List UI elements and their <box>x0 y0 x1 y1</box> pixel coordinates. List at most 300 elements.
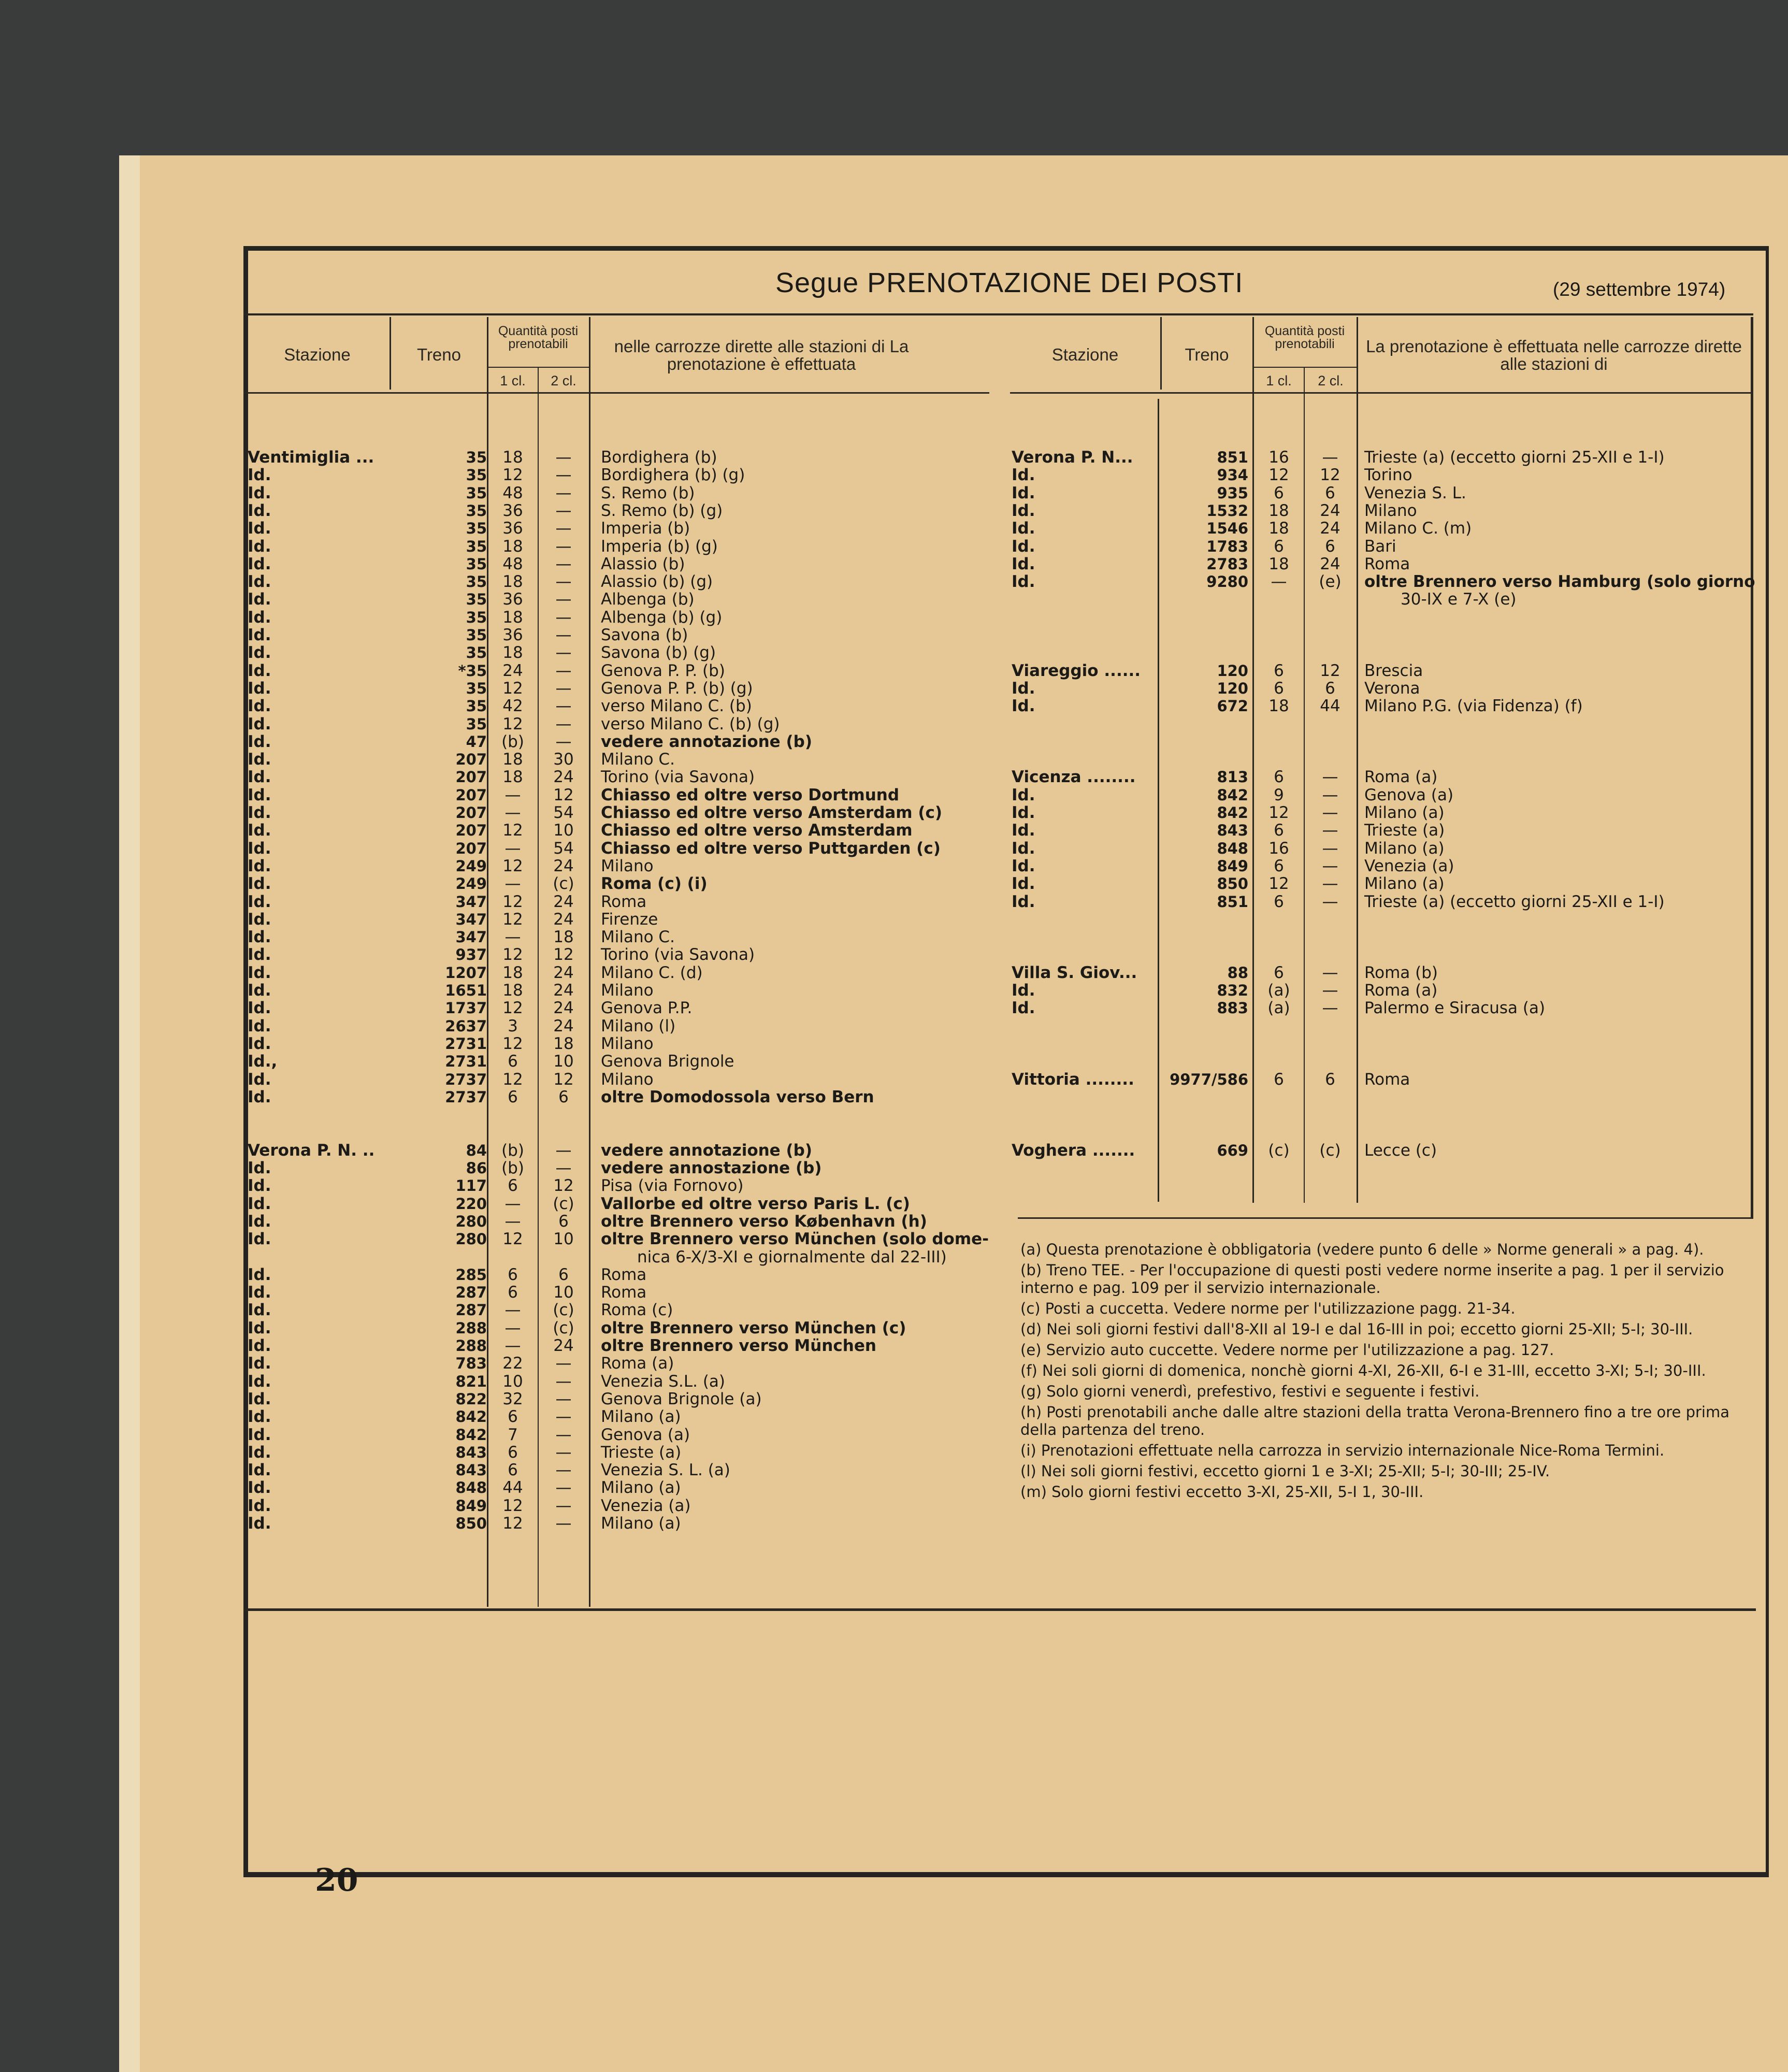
divider <box>1304 368 1305 1203</box>
station-cell: Id. <box>248 945 271 965</box>
train-cell: 842 <box>1217 786 1248 804</box>
first-class-cell: — <box>504 928 521 947</box>
second-class-cell: 6 <box>558 1087 569 1106</box>
destination-cell: Vallorbe ed oltre verso Paris L. (c) <box>601 1194 910 1213</box>
destination-cell: oltre Brennero verso München <box>601 1336 876 1355</box>
destination-cell: Genova Brignole <box>601 1052 734 1071</box>
divider <box>390 317 391 390</box>
first-class-cell: 12 <box>502 999 523 1018</box>
first-class-cell: 18 <box>1268 697 1289 716</box>
train-cell: 849 <box>455 1497 487 1515</box>
destination-cell: Genova (a) <box>1364 785 1454 804</box>
station-cell: Id. <box>248 714 271 733</box>
first-class-cell: 10 <box>502 1372 523 1391</box>
second-class-cell: 6 <box>1325 483 1335 502</box>
second-class-cell: — <box>1322 785 1338 804</box>
right-header-stazione: Stazione <box>1051 345 1119 364</box>
train-cell: 35 <box>466 484 487 502</box>
second-class-cell: 54 <box>553 839 574 858</box>
first-class-cell: 18 <box>502 750 523 769</box>
first-class-cell: 6 <box>1274 963 1284 982</box>
destination-cell: oltre Domodossola verso Bern <box>601 1087 874 1106</box>
second-class-cell: — <box>555 1159 572 1177</box>
first-class-cell: 18 <box>1268 519 1289 538</box>
train-cell: *35 <box>458 661 487 680</box>
first-class-cell: 18 <box>502 572 523 592</box>
destination-cell: Trieste (a) (eccetto giorni 25-XII e 1-I) <box>1364 892 1665 911</box>
first-class-cell: — <box>504 1212 521 1231</box>
second-class-cell: 44 <box>1320 697 1340 716</box>
first-class-cell: 6 <box>508 1087 518 1106</box>
station-cell: Id. <box>248 626 271 644</box>
left-header-cl2: 2 cl. <box>551 373 576 388</box>
station-cell: Id. <box>248 1372 271 1391</box>
station-cell: Id. <box>248 999 271 1018</box>
second-class-cell: (c) <box>553 1318 574 1337</box>
destination-cell: Bordighera (b) <box>601 448 717 467</box>
destination-cell: Venezia S. L. (a) <box>601 1461 730 1480</box>
first-class-cell: 6 <box>508 1052 518 1071</box>
station-cell: Vittoria ........ <box>1012 1070 1134 1089</box>
second-class-cell: 10 <box>553 1052 574 1071</box>
station-cell: Id. <box>1012 785 1035 804</box>
station-cell: Id. <box>248 785 271 804</box>
first-class-cell: 12 <box>502 1514 523 1533</box>
right-header-treno: Treno <box>1185 345 1229 364</box>
first-class-cell: — <box>504 839 521 858</box>
station-cell: Id. <box>248 803 271 822</box>
station-cell: Id. <box>248 1212 271 1231</box>
second-class-cell: — <box>1322 839 1338 858</box>
destination-cell: Genova P. P. (b) (g) <box>601 679 753 698</box>
destination-cell: Milano P.G. (via Fidenza) (f) <box>1364 697 1583 716</box>
destination-cell: oltre Brennero verso Hamburg (solo giorno <box>1364 572 1755 592</box>
first-class-cell: (a) <box>1267 999 1290 1018</box>
second-class-cell: — <box>555 1514 572 1533</box>
second-class-cell: 6 <box>1325 679 1335 698</box>
left-header-cl1: 1 cl. <box>500 373 526 388</box>
second-class-cell: 24 <box>553 981 574 1000</box>
destination-cell: vedere annotazione (b) <box>601 732 813 751</box>
station-cell: Id. <box>248 1425 271 1444</box>
left-header-dest: nelle carrozze dirette alle stazioni di La prenotazione è effettuata <box>614 337 909 373</box>
second-class-cell: — <box>1322 856 1338 875</box>
second-class-cell: 24 <box>1320 554 1340 573</box>
first-class-cell: 6 <box>1274 821 1284 840</box>
first-class-cell: 7 <box>508 1425 518 1444</box>
first-class-cell: 44 <box>502 1478 523 1498</box>
station-cell: Id. <box>248 1407 271 1427</box>
footnote-item: (c) Posti a cuccetta. Vedere norme per l'utilizzazione pagg. 21-34. <box>1020 1300 1516 1317</box>
second-class-cell: (c) <box>553 1301 574 1320</box>
first-class-cell: 6 <box>1274 661 1284 680</box>
destination-cell: Milano (a) <box>1364 874 1445 894</box>
second-class-cell: — <box>555 483 572 502</box>
divider <box>1160 317 1162 390</box>
first-class-cell: 36 <box>502 626 523 644</box>
right-header-cl1: 1 cl. <box>1266 373 1292 388</box>
station-cell: Id. <box>248 1354 271 1373</box>
station-cell: Id. <box>248 928 271 947</box>
divider <box>1751 317 1753 1218</box>
station-cell: Id. <box>248 1265 271 1284</box>
station-cell: Id. <box>1012 519 1035 538</box>
second-class-cell: (c) <box>553 874 574 894</box>
second-class-cell: 30 <box>553 750 574 769</box>
footnote-item: (f) Nei soli giorni di domenica, nonchè giorni 4-XI, 26-XII, 6-I e 31-III, eccetto 3-XI; 5-I; 30-III. <box>1020 1362 1706 1379</box>
train-cell: 347 <box>455 928 487 946</box>
first-class-cell: 12 <box>502 856 523 875</box>
station-cell: Id. <box>248 1034 271 1053</box>
destination-cell: Lecce (c) <box>1364 1141 1437 1160</box>
station-cell: Id. <box>248 1194 271 1213</box>
destination-cell: Imperia (b) <box>601 519 690 538</box>
first-class-cell: 36 <box>502 590 523 609</box>
station-cell: Id. <box>248 1016 271 1035</box>
second-class-cell: 24 <box>553 999 574 1018</box>
divider <box>589 317 590 1607</box>
first-class-cell: 22 <box>502 1354 523 1373</box>
station-cell: Id. <box>248 590 271 609</box>
first-class-cell: (b) <box>501 732 524 751</box>
second-class-cell: — <box>555 1141 572 1160</box>
second-class-cell: — <box>555 519 572 538</box>
station-cell: Id. <box>248 910 271 929</box>
train-cell: 35 <box>466 555 487 573</box>
second-class-cell: 24 <box>553 856 574 875</box>
second-class-cell: — <box>555 1425 572 1444</box>
destination-cell: Roma (b) <box>1364 963 1438 982</box>
first-class-cell: 6 <box>508 1407 518 1427</box>
footnote-item: (h) Posti prenotabili anche dalle altre stazioni della tratta Verona-Brennero fino a tre ore prima della partenza del treno. <box>1020 1403 1730 1438</box>
first-class-cell: 36 <box>502 519 523 538</box>
second-class-cell: 10 <box>553 821 574 840</box>
page-date: (29 settembre 1974) <box>1553 279 1726 300</box>
second-class-cell: 12 <box>553 945 574 965</box>
first-class-cell: 6 <box>1274 856 1284 875</box>
station-cell: Villa S. Giov... <box>1012 963 1137 982</box>
train-cell: 207 <box>455 804 487 822</box>
station-cell: Id. <box>248 750 271 769</box>
destination-cell: Milano (a) <box>601 1514 681 1533</box>
destination-cell: Milano <box>1364 501 1417 520</box>
train-cell: 120 <box>1217 679 1248 697</box>
station-cell: Id. <box>248 1176 271 1196</box>
train-cell: 937 <box>455 946 487 964</box>
destination-cell: vedere annotazione (b) <box>601 1141 813 1160</box>
first-class-cell: 36 <box>502 501 523 520</box>
train-cell: 47 <box>466 732 487 751</box>
destination-cell: Albenga (b) (g) <box>601 608 723 627</box>
train-cell: 207 <box>455 768 487 786</box>
destination-cell: Torino <box>1364 466 1412 485</box>
train-cell: 783 <box>455 1355 487 1373</box>
station-cell: Viareggio ...... <box>1012 661 1141 680</box>
station-cell: Id. <box>248 572 271 592</box>
destination-cell: Roma (c) <box>601 1301 673 1320</box>
first-class-cell: 12 <box>502 1230 523 1249</box>
first-class-cell: 6 <box>1274 1070 1284 1089</box>
divider <box>538 368 539 1607</box>
destination-cell: verso Milano C. (b) (g) <box>601 714 780 733</box>
destination-cell: Alassio (b) (g) <box>601 572 713 592</box>
first-class-cell: 12 <box>1268 803 1289 822</box>
train-cell: 35 <box>466 501 487 520</box>
train-cell: 2731 <box>445 1034 487 1053</box>
first-class-cell: — <box>1271 572 1287 592</box>
destination-cell: Roma (a) <box>601 1354 674 1373</box>
train-cell: 842 <box>455 1426 487 1444</box>
station-cell: Ventimiglia ... <box>248 448 374 467</box>
train-cell: 35 <box>466 608 487 626</box>
station-cell: Id. <box>1012 697 1035 716</box>
left-header-rule <box>243 392 989 394</box>
station-cell: Id. <box>248 839 271 858</box>
bottom-rule <box>243 1608 1756 1611</box>
train-cell: 117 <box>455 1177 487 1195</box>
first-class-cell: 18 <box>502 608 523 627</box>
second-class-cell: — <box>1322 999 1338 1018</box>
first-class-cell: 32 <box>502 1389 523 1408</box>
first-class-cell: 6 <box>508 1265 518 1284</box>
train-cell: 2783 <box>1206 555 1248 573</box>
second-class-cell: — <box>555 537 572 556</box>
train-cell: 1651 <box>445 982 487 999</box>
train-cell: 9280 <box>1206 573 1248 591</box>
train-cell: 851 <box>1217 449 1248 466</box>
second-class-cell: (c) <box>553 1194 574 1213</box>
station-cell: Id. <box>248 1283 271 1302</box>
first-class-cell: 6 <box>1274 537 1284 556</box>
destination-cell: S. Remo (b) <box>601 483 695 502</box>
train-cell: 843 <box>455 1443 487 1461</box>
first-class-cell: 9 <box>1274 785 1284 804</box>
first-class-cell: 6 <box>508 1461 518 1480</box>
second-class-cell: 6 <box>558 1212 569 1231</box>
second-class-cell: 24 <box>553 1336 574 1355</box>
train-cell: 288 <box>455 1319 487 1337</box>
station-cell: Id. <box>248 1230 271 1249</box>
station-cell: Id. <box>248 1301 271 1320</box>
first-class-cell: 18 <box>1268 501 1289 520</box>
divider <box>1252 367 1357 368</box>
second-class-cell: — <box>1322 981 1338 1000</box>
train-cell: 843 <box>1217 822 1248 840</box>
second-class-cell: — <box>555 626 572 644</box>
first-class-cell: 12 <box>1268 466 1289 485</box>
train-cell: 850 <box>455 1515 487 1532</box>
train-cell: 35 <box>466 715 487 733</box>
train-cell: 35 <box>466 644 487 662</box>
station-cell: Id. <box>1012 483 1035 502</box>
train-cell: 287 <box>455 1284 487 1302</box>
station-cell: Id. <box>248 679 271 698</box>
second-class-cell: 24 <box>1320 501 1340 520</box>
train-cell: 86 <box>466 1159 487 1177</box>
train-cell: 35 <box>466 466 487 484</box>
train-cell: 851 <box>1217 893 1248 911</box>
second-class-cell: (e) <box>1319 572 1342 592</box>
first-class-cell: 18 <box>502 643 523 663</box>
destination-cell: Brescia <box>1364 661 1423 680</box>
second-class-cell: 10 <box>553 1230 574 1249</box>
second-class-cell: — <box>555 448 572 467</box>
station-cell: Id. <box>248 981 271 1000</box>
station-cell: Verona P. N. .. <box>248 1141 375 1160</box>
train-cell: 120 <box>1217 661 1248 680</box>
first-class-cell: — <box>504 1301 521 1320</box>
station-cell: Id. <box>248 1478 271 1498</box>
train-cell: 1546 <box>1206 520 1248 538</box>
station-cell: Id. <box>248 768 271 787</box>
train-cell: 813 <box>1217 768 1248 786</box>
destination-cell: vedere annostazione (b) <box>601 1159 822 1177</box>
station-cell: Id. <box>248 537 271 556</box>
first-class-cell: — <box>504 1194 521 1213</box>
second-class-cell: — <box>555 714 572 733</box>
train-cell: 672 <box>1217 697 1248 715</box>
second-class-cell: (c) <box>1319 1141 1341 1160</box>
first-class-cell: 18 <box>502 981 523 1000</box>
second-class-cell: 12 <box>553 785 574 804</box>
station-cell: Id. <box>248 1336 271 1355</box>
station-cell: Id. <box>1012 554 1035 573</box>
second-class-cell: — <box>1322 768 1338 787</box>
destination-cell: Milano (l) <box>601 1016 676 1035</box>
destination-cell: Albenga (b) <box>601 590 695 609</box>
destination-cell: S. Remo (b) (g) <box>601 501 723 520</box>
station-cell: Id. <box>248 1070 271 1089</box>
destination-cell: nica 6-X/3-XI e giornalmente dal 22-III) <box>637 1247 947 1267</box>
station-cell: Id. <box>1012 537 1035 556</box>
second-class-cell: 18 <box>553 1034 574 1053</box>
first-class-cell: 12 <box>502 1496 523 1515</box>
second-class-cell: — <box>555 1389 572 1408</box>
station-cell: Id. <box>1012 892 1035 911</box>
first-class-cell: 6 <box>508 1176 518 1196</box>
destination-cell: Venezia (a) <box>601 1496 691 1515</box>
destination-cell: Imperia (b) (g) <box>601 537 718 556</box>
train-cell: 842 <box>455 1408 487 1426</box>
train-cell: 35 <box>466 537 487 555</box>
train-cell: 2737 <box>445 1088 487 1106</box>
train-cell: 821 <box>455 1372 487 1390</box>
second-class-cell: — <box>555 643 572 663</box>
second-class-cell: 24 <box>553 1016 574 1035</box>
destination-cell: Trieste (a) (eccetto giorni 25-XII e 1-I) <box>1364 448 1665 467</box>
train-cell: 84 <box>466 1141 487 1159</box>
destination-cell: Milano C. (m) <box>1364 519 1472 538</box>
train-cell: 669 <box>1217 1141 1248 1159</box>
station-cell: Id. <box>1012 856 1035 875</box>
first-class-cell: 18 <box>502 768 523 787</box>
destination-cell: Torino (via Savona) <box>601 768 755 787</box>
station-cell: Id. <box>248 874 271 894</box>
second-class-cell: — <box>1322 803 1338 822</box>
second-class-cell: 54 <box>553 803 574 822</box>
footnote-item: (m) Solo giorni festivi eccetto 3-XI, 25-XII, 5-I 1, 30-III. <box>1020 1483 1424 1501</box>
station-cell: Id. <box>248 1318 271 1337</box>
train-cell: 1207 <box>445 963 487 982</box>
second-class-cell: 10 <box>553 1283 574 1302</box>
divider <box>1252 317 1254 1203</box>
train-cell: 347 <box>455 910 487 928</box>
first-class-cell: 6 <box>1274 679 1284 698</box>
train-cell: 280 <box>455 1212 487 1230</box>
station-cell: Id. <box>248 732 271 751</box>
destination-cell: Chiasso ed oltre verso Dortmund <box>601 785 900 804</box>
train-cell: 9977/586 <box>1170 1070 1248 1088</box>
station-cell: Id. <box>1012 679 1035 698</box>
divider <box>487 317 488 1607</box>
divider <box>1158 399 1159 1202</box>
station-cell: Id. <box>248 501 271 520</box>
second-class-cell: 24 <box>553 892 574 911</box>
destination-cell: Chiasso ed oltre verso Amsterdam <box>601 821 913 840</box>
title-rule <box>243 313 1753 315</box>
train-cell: 285 <box>455 1265 487 1284</box>
train-cell: 220 <box>455 1195 487 1213</box>
destination-cell: Roma <box>1364 554 1410 573</box>
destination-cell: Milano <box>601 856 654 875</box>
second-class-cell: 18 <box>553 928 574 947</box>
station-cell: Id. <box>248 483 271 502</box>
train-cell: 849 <box>1217 857 1248 875</box>
train-cell: 934 <box>1217 466 1248 484</box>
destination-cell: Genova P.P. <box>601 999 693 1018</box>
second-class-cell: — <box>555 732 572 751</box>
destination-cell: Alassio (b) <box>601 554 685 573</box>
destination-cell: Trieste (a) <box>1364 821 1445 840</box>
footnotes <box>1020 1241 1756 1504</box>
destination-cell: Milano C. <box>601 928 675 947</box>
station-cell: Id. <box>1012 501 1035 520</box>
destination-cell: Savona (b) <box>601 626 688 644</box>
first-class-cell: 48 <box>502 483 523 502</box>
destination-cell: Roma (a) <box>1364 768 1438 787</box>
destination-cell: Savona (b) (g) <box>601 643 716 663</box>
first-class-cell: 48 <box>502 554 523 573</box>
footnote-item: (g) Solo giorni venerdì, prefestivo, festivi e seguente i festivi. <box>1020 1383 1480 1400</box>
destination-cell: verso Milano C. (b) <box>601 697 752 716</box>
train-cell: 280 <box>455 1230 487 1248</box>
train-cell: 822 <box>455 1390 487 1408</box>
destination-cell: Torino (via Savona) <box>601 945 755 965</box>
destination-cell: oltre Brennero verso München (c) <box>601 1318 906 1337</box>
second-class-cell: 12 <box>1320 661 1340 680</box>
second-class-cell: 24 <box>553 910 574 929</box>
destination-cell: Genova Brignole (a) <box>601 1389 762 1408</box>
destination-cell: Roma <box>1364 1070 1410 1089</box>
right-header-quantita: Quantità posti prenotabili <box>1264 324 1345 351</box>
destination-cell: Roma <box>601 1265 647 1284</box>
destination-cell: Bordighera (b) (g) <box>601 466 745 485</box>
right-header-dest: La prenotazione è effettuata nelle carrozze dirette alle stazioni di <box>1366 337 1742 373</box>
second-class-cell: 12 <box>1320 466 1340 485</box>
station-cell: Id. <box>248 697 271 716</box>
second-class-cell: — <box>555 1478 572 1498</box>
destination-cell: Milano <box>601 1034 654 1053</box>
train-cell: 35 <box>466 573 487 591</box>
first-class-cell: 12 <box>502 679 523 698</box>
train-cell: 1737 <box>445 999 487 1017</box>
station-cell: Id. <box>248 1087 271 1106</box>
footnote-item: (d) Nei soli giorni festivi dall'8-XII al 19-I e dal 16-III in poi; eccetto giorni 25-XII; 5-I; 30-III. <box>1020 1320 1693 1338</box>
destination-cell: Firenze <box>601 910 658 929</box>
station-cell: Id. <box>1012 981 1035 1000</box>
train-cell: 207 <box>455 786 487 804</box>
destination-cell: Roma (c) (i) <box>601 874 708 894</box>
